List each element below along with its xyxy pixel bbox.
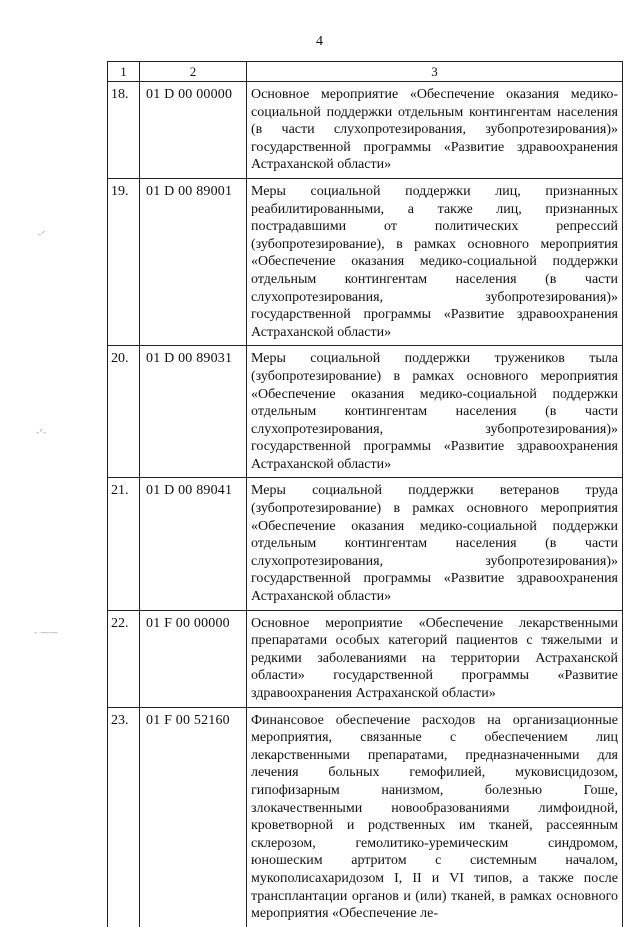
table-row	[108, 610, 623, 707]
document-table	[107, 61, 623, 927]
scan-mark: -ᐟ-	[36, 428, 47, 438]
table-row	[108, 178, 623, 345]
row-code: 01 F 00 00000	[140, 610, 247, 707]
table-row	[108, 346, 623, 478]
row-code: 01 F 00 52160	[140, 707, 247, 927]
row-description: Финансовое обеспечение расходов на организационные мероприятия, связанные с обеспечением лиц лекарственными препаратами, предназначенными для лечения больных гемофилией, муковисцидозом, гипофизарным нанизмом, болезнью Гоше, злокачественными новообразованиями лимфоидной, кроветворной и родственных им тканей, рассеянным склерозом, гемолитико-уремическим синдромом, юношеским артритом с системным началом, мукополисахаридозом I, II и VI типов, а также после трансплантации органов и (или) тканей, в рамках основного мероприятия «Обеспечение ле-	[247, 707, 623, 927]
row-code: 01 D 00 89001	[140, 178, 247, 345]
row-number: 23.	[108, 707, 140, 927]
column-header: 3	[247, 62, 623, 82]
page-number: 4	[316, 34, 323, 49]
row-description: Основное мероприятие «Обеспечение лекарственными препаратами особых категорий пациентов с тяжелыми и редкими заболеваниями на территории Астраханской области» государственной программы «Развитие здравоохранения Астраханской области»	[247, 610, 623, 707]
scan-mark: ‐ ——	[34, 628, 59, 638]
row-description: Основное мероприятие «Обеспечение оказания медико-социальной поддержки отдельным контингентам населения (в части слухопротезирования, зубопротезирования)» государственной программы «Развитие здравоохранения Астраханской области»	[247, 82, 623, 179]
row-code: 01 D 00 89031	[140, 346, 247, 478]
table-header-row	[108, 62, 623, 82]
row-description: Меры социальной поддержки тружеников тыла (зубопротезирование) в рамках основного мероприятия «Обеспечение оказания медико-социальной поддержки отдельным контингентам населения (в части слухопротезирования, зубопротезирования)» государственной программы «Развитие здравоохранения Астраханской области»	[247, 346, 623, 478]
row-number: 18.	[108, 82, 140, 179]
row-number: 21.	[108, 478, 140, 610]
row-description: Меры социальной поддержки ветеранов труда (зубопротезирование) в рамках основного мероприятия «Обеспечение оказания медико-социальной поддержки отдельным контингентам населения (в части слухопротезирования, зубопротезирования)» государственной программы «Развитие здравоохранения Астраханской области»	[247, 478, 623, 610]
row-number: 20.	[108, 346, 140, 478]
row-code: 01 D 00 00000	[140, 82, 247, 179]
scan-mark: -ᐟ	[38, 230, 46, 240]
table-row	[108, 707, 623, 927]
row-number: 22.	[108, 610, 140, 707]
column-header: 1	[108, 62, 140, 82]
row-number: 19.	[108, 178, 140, 345]
table-row	[108, 478, 623, 610]
row-code: 01 D 00 89041	[140, 478, 247, 610]
row-description: Меры социальной поддержки лиц, признанных реабилитированными, а также лиц, признанных пострадавшими от политических репрессий (зубопротезирование), в рамках основного мероприятия «Обеспечение оказания медико-социальной поддержки отдельным контингентам населения (в части слухопротезирования, зубопротезирования)» государственной программы «Развитие здравоохранения Астраханской области»	[247, 178, 623, 345]
table-row	[108, 82, 623, 179]
column-header: 2	[140, 62, 247, 82]
